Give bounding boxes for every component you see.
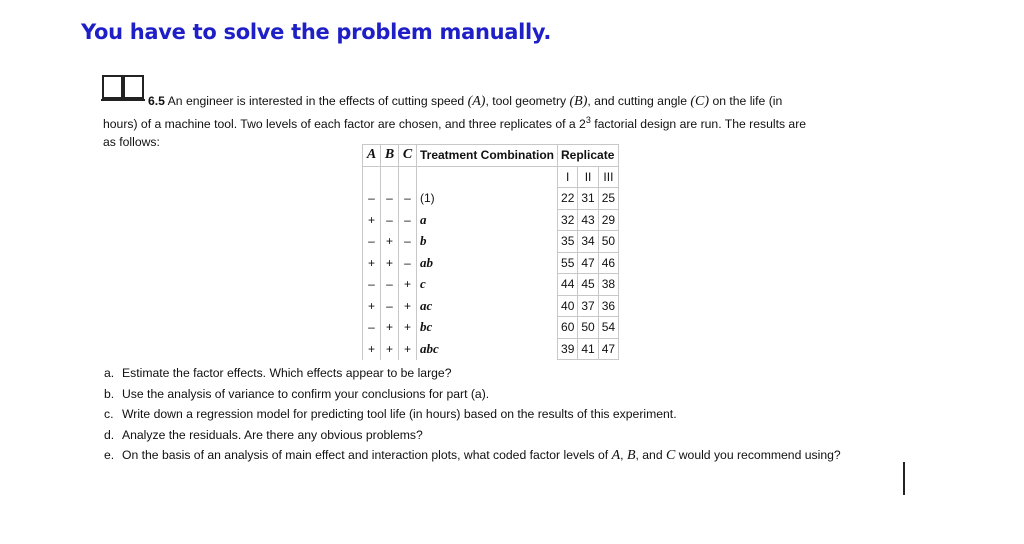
replicate-value: 50 <box>578 317 598 339</box>
table-row <box>363 188 619 210</box>
replicate-value: 55 <box>558 252 578 274</box>
sign-b: – <box>381 188 399 210</box>
var-a: (A) <box>467 94 486 109</box>
var-c: (C) <box>690 94 710 109</box>
sign-c: – <box>399 252 417 274</box>
question-item: a. Estimate the factor effects. Which effects appear to be large? <box>104 366 452 380</box>
sign-b: – <box>381 209 399 231</box>
problem-line-1d: on the life (in <box>712 94 783 108</box>
instruction-banner: You have to solve the problem manually. <box>81 20 552 44</box>
replicate-label: III <box>598 166 618 188</box>
table-row <box>363 317 619 339</box>
replicate-value: 40 <box>558 295 578 317</box>
table-row <box>363 209 619 231</box>
sign-a: + <box>363 209 381 231</box>
replicate-value: 45 <box>578 274 598 296</box>
sign-a: + <box>363 295 381 317</box>
sign-a: + <box>363 338 381 360</box>
sign-b: + <box>381 317 399 339</box>
var-b: (B) <box>569 94 588 109</box>
sign-c: + <box>399 274 417 296</box>
results-table <box>362 144 619 360</box>
question-item: c. Write down a regression model for predicting tool life (in hours) based on the results of this experiment. <box>104 407 677 421</box>
replicate-value: 46 <box>598 252 618 274</box>
sign-a: – <box>363 231 381 253</box>
replicate-value: 50 <box>598 231 618 253</box>
question-item: d. Analyze the residuals. Are there any obvious problems? <box>104 427 423 442</box>
problem-line-1b: , tool geometry <box>485 94 567 108</box>
question-item: b. Use the analysis of variance to confirm your conclusions for part (a). <box>104 386 490 401</box>
table-row <box>363 231 619 253</box>
factorial-notation: $2^3$ <box>579 115 591 132</box>
question-list <box>104 365 904 469</box>
replicate-label: I <box>558 166 578 188</box>
treatment-combination: a <box>417 209 558 231</box>
replicate-value: 36 <box>598 295 618 317</box>
sign-c: + <box>399 317 417 339</box>
header-replicate: Replicate <box>558 145 619 167</box>
treatment-combination: ab <box>417 252 558 274</box>
replicate-value: 47 <box>578 252 598 274</box>
sign-b: + <box>381 231 399 253</box>
problem-statement <box>103 92 893 151</box>
replicate-value: 34 <box>578 231 598 253</box>
replicate-value: 22 <box>558 188 578 210</box>
sign-c: + <box>399 295 417 317</box>
table-subheader-row <box>363 166 619 188</box>
question-item: e. On the basis of an analysis of main effect and interaction plots, what coded factor levels of A, B, and C would you recommend using? <box>104 448 841 463</box>
replicate-value: 43 <box>578 209 598 231</box>
treatment-combination: abc <box>417 338 558 360</box>
sign-b: – <box>381 274 399 296</box>
replicate-value: 41 <box>578 338 598 360</box>
problem-line-2: hours) of a machine tool. Two levels of each factor are chosen, and three replicates of a <box>103 117 576 132</box>
replicate-value: 35 <box>558 231 578 253</box>
table-row <box>363 274 619 296</box>
replicate-value: 25 <box>598 188 618 210</box>
problem-number: 6.5 <box>148 94 165 108</box>
table-row <box>363 252 619 274</box>
replicate-value: 38 <box>598 274 618 296</box>
sign-c: + <box>399 338 417 360</box>
replicate-value: 39 <box>558 338 578 360</box>
header-treatment: Treatment Combination <box>417 145 558 167</box>
replicate-value: 47 <box>598 338 618 360</box>
header-c: C <box>399 145 417 167</box>
replicate-value: 44 <box>558 274 578 296</box>
sign-c: – <box>399 209 417 231</box>
table-row <box>363 338 619 360</box>
header-a: A <box>363 145 381 167</box>
table-header-row <box>363 145 619 167</box>
treatment-combination: b <box>417 231 558 253</box>
text-cursor <box>903 462 905 495</box>
replicate-value: 31 <box>578 188 598 210</box>
sign-c: – <box>399 231 417 253</box>
replicate-label: II <box>578 166 598 188</box>
treatment-combination: (1) <box>417 188 558 210</box>
treatment-combination: ac <box>417 295 558 317</box>
sign-b: + <box>381 252 399 274</box>
treatment-combination: c <box>417 274 558 296</box>
sign-a: – <box>363 317 381 339</box>
sign-b: – <box>381 295 399 317</box>
sign-b: + <box>381 338 399 360</box>
replicate-value: 54 <box>598 317 618 339</box>
sign-c: – <box>399 188 417 210</box>
replicate-value: 29 <box>598 209 618 231</box>
problem-line-1: An engineer is interested in the effects of cutting speed <box>167 94 465 108</box>
replicate-value: 32 <box>558 209 578 231</box>
table-row <box>363 295 619 317</box>
sign-a: – <box>363 274 381 296</box>
replicate-value: 37 <box>578 295 598 317</box>
replicate-value: 60 <box>558 317 578 339</box>
sign-a: – <box>363 188 381 210</box>
problem-line-3: as follows: <box>103 135 160 150</box>
sign-a: + <box>363 252 381 274</box>
header-b: B <box>381 145 399 167</box>
problem-line-2b: factorial design are run. The results are <box>594 117 807 132</box>
problem-line-1c: , and cutting angle <box>587 94 687 108</box>
treatment-combination: bc <box>417 317 558 339</box>
